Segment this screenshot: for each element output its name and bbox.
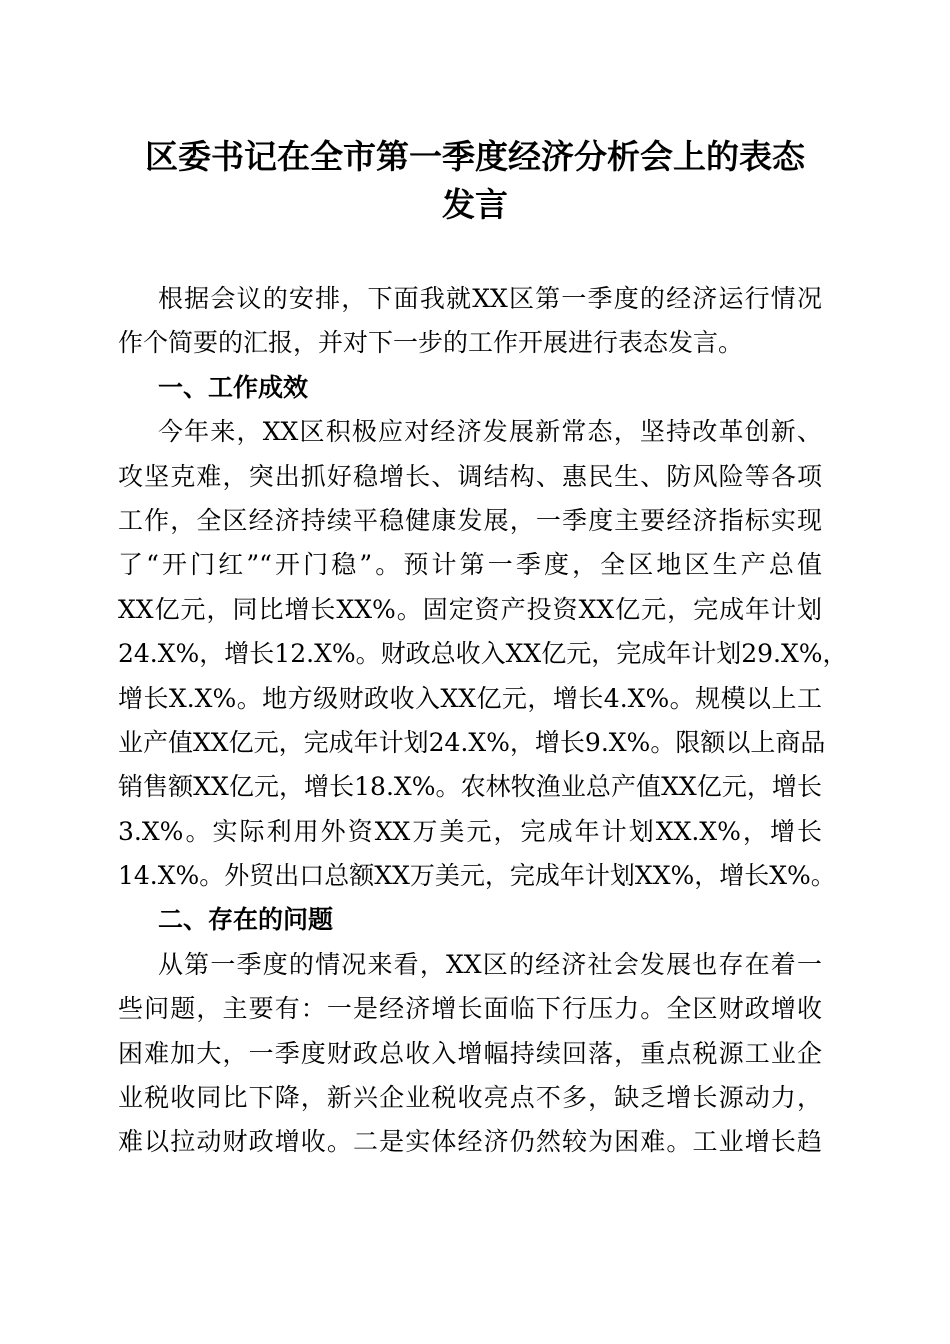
paragraph-line: 增长X.X%。地方级财政收入XX亿元，增长4.X%。规模以上工 — [118, 683, 822, 713]
paragraph-line: 3.X%。实际利用外资XX万美元，完成年计划XX.X%，增长 — [118, 816, 822, 846]
paragraph-line: 销售额XX亿元，增长18.X%。农林牧渔业总产值XX亿元，增长 — [118, 772, 822, 802]
paragraph-line: 了“开门红”“开门稳”。预计第一季度，全区地区生产总值 — [118, 550, 822, 580]
intro-line: 根据会议的安排，下面我就XX区第一季度的经济运行情况 — [158, 284, 822, 313]
paragraph-line: 些问题，主要有：一是经济增长面临下行压力。全区财政增收 — [118, 994, 822, 1024]
section-heading-achievements: 一、工作成效 — [158, 372, 309, 402]
paragraph-line: 工作，全区经济持续平稳健康发展，一季度主要经济指标实现 — [118, 505, 822, 535]
paragraph-line: 14.X%。外贸出口总额XX万美元，完成年计划XX%，增长X%。 — [118, 861, 836, 891]
paragraph-line: 业税收同比下降，新兴企业税收亮点不多，缺乏增长源动力， — [118, 1083, 822, 1113]
paragraph-line: 业产值XX亿元，完成年计划24.X%，增长9.X%。限额以上商品 — [118, 727, 826, 757]
section-heading-problems: 二、存在的问题 — [158, 905, 334, 935]
paragraph-line: 攻坚克难，突出抓好稳增长、调结构、惠民生、防风险等各项 — [118, 461, 822, 491]
title-line: 区委书记在全市第一季度经济分析会上的表态 — [145, 137, 805, 176]
paragraph-line: 难以拉动财政增收。二是实体经济仍然较为困难。工业增长趋 — [118, 1127, 822, 1157]
paragraph-line: XX亿元，同比增长XX%。固定资产投资XX亿元，完成年计划 — [118, 594, 822, 624]
paragraph-line: 24.X%，增长12.X%。财政总收入XX亿元，完成年计划29.X%， — [118, 639, 848, 669]
document-body — [118, 277, 848, 1165]
intro-line: 作个简要的汇报，并对下一步的工作开展进行表态发言。 — [118, 328, 744, 358]
title-line: 发言 — [442, 185, 508, 224]
paragraph-line: 从第一季度的情况来看，XX区的经济社会发展也存在着一 — [158, 949, 822, 979]
paragraph-line: 今年来，XX区积极应对经济发展新常态，坚持改革创新、 — [158, 417, 822, 447]
document-title — [110, 133, 840, 229]
paragraph-line: 困难加大，一季度财政总收入增幅持续回落，重点税源工业企 — [118, 1038, 822, 1068]
